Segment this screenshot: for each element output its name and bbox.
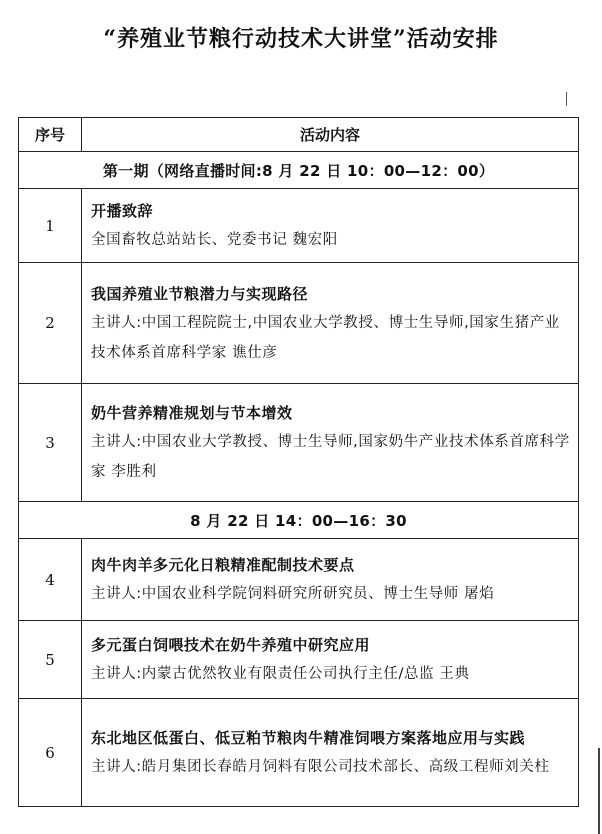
session-row (19, 502, 579, 539)
row-number: 4 (19, 539, 82, 621)
table-header-row (19, 118, 579, 152)
row-content (82, 189, 579, 263)
row-content (82, 539, 579, 621)
page-title: “养殖业节粮行动技术大讲堂”活动安排 (103, 26, 499, 52)
speaker-info: 主讲人:中国农业科学院饲料研究所研究员、博士生导师 屠焰 (91, 586, 495, 602)
page-edge-line (598, 748, 600, 834)
session-row (19, 152, 579, 189)
schedule-table (18, 117, 579, 807)
table-row (19, 539, 579, 621)
topic-title: 东北地区低蛋白、低豆粕节粮肉牛精准饲喂方案落地应用与实践 (91, 729, 526, 747)
speaker-info: 主讲人:中国工程院院士,中国农业大学教授、博士生导师,国家生猪产业技术体系首席科学家 谯仕彦 (91, 314, 560, 361)
topic-title: 肉牛肉羊多元化日粮精准配制技术要点 (91, 556, 355, 574)
table-row (19, 699, 579, 807)
row-content (82, 621, 579, 699)
row-number: 6 (19, 699, 82, 807)
row-number: 1 (19, 189, 82, 263)
topic-title: 开播致辞 (91, 202, 154, 220)
table-row (19, 189, 579, 263)
table-row (19, 384, 579, 502)
speaker-info: 主讲人:内蒙古优然牧业有限责任公司执行主任/总监 王典 (91, 666, 470, 682)
header-no: 序号 (19, 118, 82, 152)
topic-title: 我国养殖业节粮潜力与实现路径 (91, 284, 309, 303)
session-label: 第一期（网络直播时间:8 月 22 日 10：00—12：00） (19, 152, 579, 189)
row-number: 3 (19, 384, 82, 502)
speaker-info: 主讲人:皓月集团长春皓月饲料有限公司技术部长、高级工程师刘关柱 (91, 759, 550, 775)
row-content (82, 384, 579, 502)
topic-title: 多元蛋白饲喂技术在奶牛养殖中研究应用 (91, 636, 371, 654)
topic-title: 奶牛营养精准规划与节本增效 (91, 404, 293, 422)
row-number: 2 (19, 263, 82, 384)
margin-mark (566, 92, 567, 106)
header-content: 活动内容 (82, 118, 579, 152)
speaker-info: 全国畜牧总站站长、党委书记 魏宏阳 (91, 232, 338, 248)
session-label: 8 月 22 日 14：00—16：30 (19, 502, 579, 539)
row-number: 5 (19, 621, 82, 699)
speaker-info: 主讲人:中国农业大学教授、博士生导师,国家奶牛产业技术体系首席科学家 李胜利 (91, 434, 570, 480)
row-content (82, 263, 579, 384)
table-row (19, 263, 579, 384)
row-content (82, 699, 579, 807)
table-row (19, 621, 579, 699)
